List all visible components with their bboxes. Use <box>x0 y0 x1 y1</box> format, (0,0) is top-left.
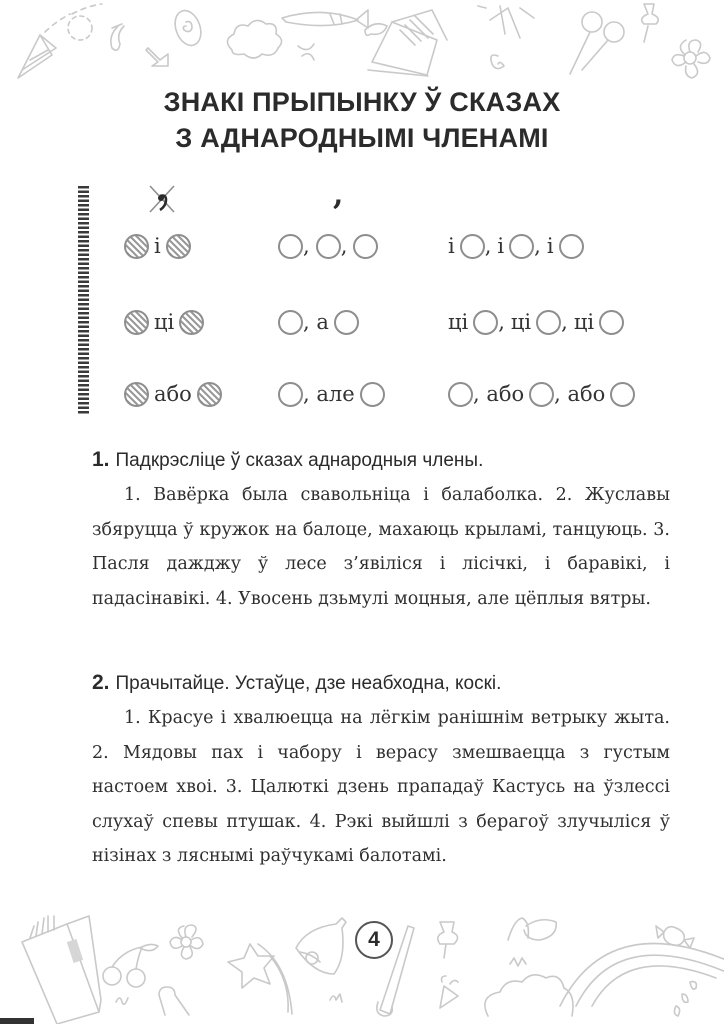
exercise-instruction <box>92 445 670 476</box>
scheme-repeated-conj <box>448 302 624 342</box>
scheme-comma <box>278 374 385 414</box>
crossed-comma-icon <box>146 182 178 216</box>
hatched-circle-icon <box>124 234 149 259</box>
conjunction: і <box>448 234 455 258</box>
empty-circle-icon <box>536 310 561 335</box>
empty-circle-icon <box>278 382 303 407</box>
instruction-text: Падкрэсліце ў сказах аднародныя члены. <box>115 450 484 471</box>
scheme-row <box>78 226 678 266</box>
pushpin-icon <box>642 4 659 42</box>
empty-circle-icon <box>316 234 341 259</box>
paper-plane-icon <box>18 4 102 78</box>
page-number: 4 <box>368 928 380 951</box>
empty-circle-icon <box>559 234 584 259</box>
conjunction: , але <box>303 382 355 406</box>
separator: , <box>303 234 310 258</box>
book-icon <box>368 10 447 76</box>
rainbow-icon <box>485 944 724 1017</box>
squiggle-icon <box>111 24 124 50</box>
hatched-circle-icon <box>166 234 191 259</box>
empty-circle-icon <box>278 310 303 335</box>
separator: , <box>498 310 505 334</box>
separator: , <box>484 234 492 258</box>
exercise-text: 1. Красуе і хвалюецца на лёгкім ранішнім ветрыку жыта. 2. Мядовы пах і чабору і верасу змешваецца з густым настоем хвоі. 3. Цалюткі дзень прападаў Кастусь на ўзлессі слухаў спевы птушак. 4. Рэкі выйшлі з берагоў злучыліся ў нізінах з ляснымі раўчукамі балотамі. <box>92 708 670 866</box>
exercise-instruction <box>92 668 670 699</box>
exercise-1 <box>92 445 670 616</box>
open-book-icon <box>22 916 101 1024</box>
punctuation-scheme <box>78 178 678 414</box>
scheme-no-comma <box>124 374 222 414</box>
comma-symbol: , <box>333 177 344 212</box>
page-number-badge <box>355 921 393 959</box>
page-title <box>0 84 724 156</box>
scheme-repeated-conj <box>448 226 584 266</box>
shooting-star-icon <box>228 944 292 1014</box>
scheme-header-marks <box>78 178 678 218</box>
empty-circle-icon <box>334 310 359 335</box>
top-doodle-border <box>0 0 724 90</box>
x-doodle-icon <box>298 44 314 60</box>
conjunction: , а <box>303 310 329 334</box>
scheme-comma <box>278 226 378 266</box>
conjunction: , або <box>473 382 525 406</box>
conjunction: ці <box>573 310 595 334</box>
arrow-icon <box>146 48 168 66</box>
conjunction: ці <box>510 310 532 334</box>
exercise-2 <box>92 668 670 874</box>
empty-circle-icon <box>460 234 485 259</box>
scheme-comma <box>278 302 359 342</box>
bottom-doodle-border <box>0 890 724 1024</box>
conjunction: і <box>546 234 554 258</box>
hatched-circle-icon <box>179 310 204 335</box>
title-line-2: З АДНАРОДНЫМІ ЧЛЕНАМІ <box>175 123 549 153</box>
leaf-icon <box>365 24 387 36</box>
empty-circle-icon <box>610 382 635 407</box>
hatched-circle-icon <box>197 382 222 407</box>
separator: , <box>340 234 348 258</box>
fish-icon <box>282 10 368 28</box>
empty-circle-icon <box>448 382 473 407</box>
scissors-icon <box>570 12 624 74</box>
hatched-circle-icon <box>124 310 149 335</box>
empty-circle-icon <box>473 310 498 335</box>
binder-clip-icon <box>440 976 458 1008</box>
empty-circle-icon <box>278 234 303 259</box>
conjunction: і <box>154 234 161 258</box>
hatched-circle-icon <box>124 382 149 407</box>
empty-circle-icon <box>353 234 378 259</box>
swirl-icon <box>491 55 504 69</box>
exercise-text: 1. Вавёрка была свавольніца і балаболка. 2. Жуславы збяруцца ў кружок на балоце, махаюць крыламі, танцуюць. 3. Пасля дажджу ў лесе з’явіліся і лісічкі, і баравікі, і падасінавікі. 4. Увосень дзьмулі моцныя, але цёплыя вятры. <box>92 485 670 609</box>
exercise-number: 1. <box>92 448 110 471</box>
paperclip-icon <box>159 987 189 1015</box>
corner-bar <box>0 1018 34 1024</box>
flower-icon <box>672 40 710 78</box>
separator: , <box>534 234 541 258</box>
scheme-no-comma <box>124 226 191 266</box>
candy-icon <box>656 926 694 948</box>
exercise-number: 2. <box>92 671 110 694</box>
empty-circle-icon <box>529 382 554 407</box>
scheme-no-comma <box>124 302 204 342</box>
conjunction: ці <box>448 310 469 334</box>
empty-circle-icon <box>599 310 624 335</box>
empty-circle-icon <box>509 234 534 259</box>
scribble-icon <box>478 6 534 38</box>
cherries-icon <box>103 944 158 1004</box>
separator: , <box>561 310 568 334</box>
conjunction: або <box>154 382 192 406</box>
bell-icon <box>296 918 346 1002</box>
instruction-text: Прачытайце. Устаўце, дзе неабходна, коскі. <box>115 673 502 694</box>
title-line-1: ЗНАКІ ПРЫПЫНКУ Ў СКАЗАХ <box>163 87 561 117</box>
scheme-row <box>78 302 678 342</box>
tree-doodle-icon <box>508 918 556 966</box>
scheme-row <box>78 374 678 414</box>
empty-circle-icon <box>360 382 385 407</box>
pushpin-icon <box>438 922 458 958</box>
cloud-icon <box>227 20 281 58</box>
dashed-circle-icon <box>68 16 92 40</box>
conjunction: і <box>497 234 505 258</box>
conjunction: , або <box>554 382 606 406</box>
spiral-icon <box>171 7 206 49</box>
flower-icon <box>170 925 203 959</box>
conjunction: ці <box>154 310 175 334</box>
scheme-repeated-conj <box>448 374 635 414</box>
